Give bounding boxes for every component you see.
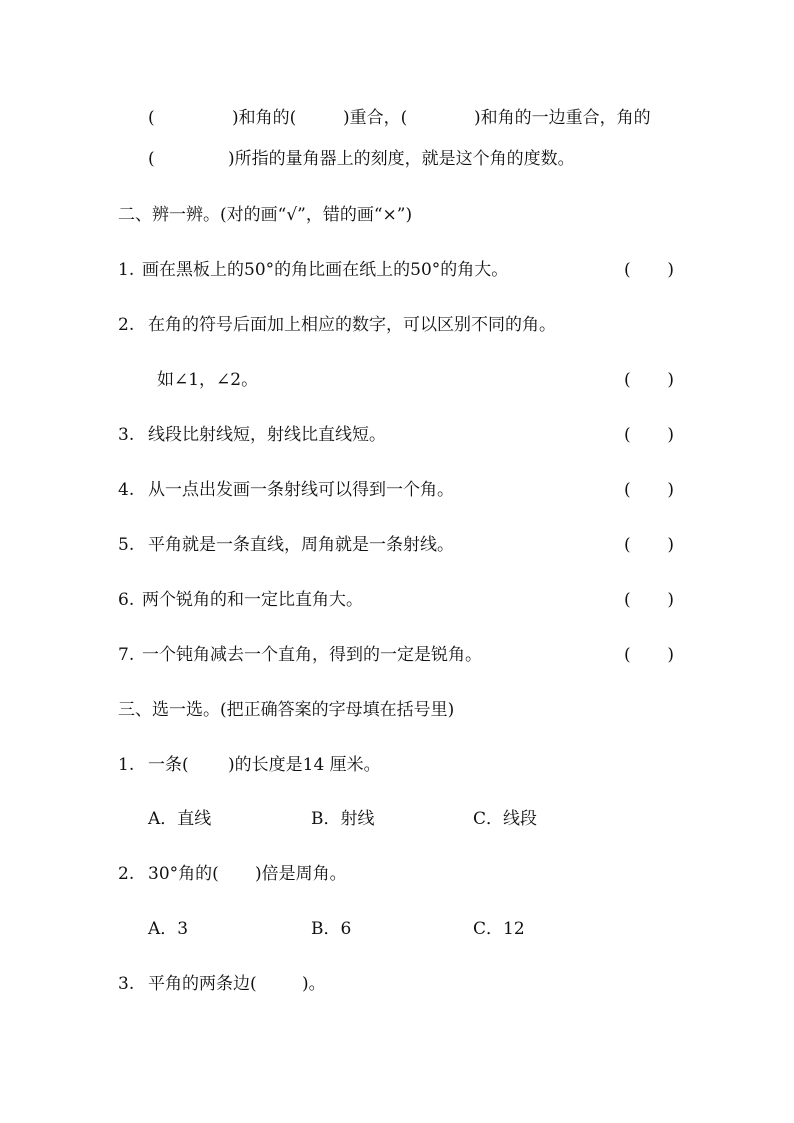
choice-q1-end: )的长度是14 厘米。 [228,755,381,775]
choice-q2-option-b[interactable]: B．6 [311,919,352,939]
choice-q3-number: 3. [118,974,135,994]
paren-close: ) [667,370,674,390]
judge-item-3-answer-box[interactable] [624,423,674,447]
judge-item-6-text: 两个锐角的和一定比直角大。 [142,590,363,610]
judge-item-1-number: 1. [118,260,135,280]
choice-q1-option-c[interactable]: C．线段 [473,809,538,829]
judge-item-4-answer-box[interactable] [624,478,674,502]
choice-q2-option-c[interactable]: C．12 [473,919,525,939]
judge-item-2-number: 2. [118,315,135,335]
choice-q1-option-a[interactable]: A．直线 [148,809,212,829]
paren-open: ( [624,645,631,665]
choice-q1-option-b[interactable]: B．射线 [311,809,375,829]
section3-heading-text: 三、选一选。(把正确答案的字母填在括号里) [118,700,455,720]
fill-line-1-mid: )和角的( [232,108,297,128]
judge-item-5-number: 5. [118,535,135,555]
judge-item-1-answer-box[interactable] [624,258,674,282]
paren-open: ( [624,370,631,390]
judge-item-7-text: 一个钝角减去一个直角，得到的一定是锐角。 [142,645,482,665]
judge-item-2-answer-box[interactable] [624,368,674,392]
judge-item-7-answer-box[interactable] [624,643,674,667]
paren-close: ) [667,590,674,610]
paren-close: ) [667,425,674,445]
choice-q3-start: 平角的两条边( [148,974,257,994]
choice-q3-end: )。 [302,974,326,994]
paren-close: ) [667,480,674,500]
judge-item-4-text: 从一点出发画一条射线可以得到一个角。 [148,480,454,500]
paren-open: ( [624,590,631,610]
paren-open: ( [624,480,631,500]
fill-line-1-open: ( [148,108,155,128]
judge-item-6-answer-box[interactable] [624,588,674,612]
fill-line-1-end: )和角的一边重合，角的 [474,108,651,128]
fill-line-2-end: )所指的量角器上的刻度，就是这个角的度数。 [228,149,575,169]
judge-item-6-number: 6. [118,590,135,610]
paren-open: ( [624,535,631,555]
choice-q2-number: 2. [118,864,135,884]
choice-q2-option-a[interactable]: A．3 [148,919,189,939]
choice-q1-number: 1. [118,755,135,775]
paren-open: ( [624,260,631,280]
judge-item-7-number: 7. [118,645,135,665]
section2-heading-text: 二、辨一辨。(对的画“√”，错的画“×”) [118,205,413,225]
judge-item-4-number: 4. [118,480,135,500]
paren-close: ) [667,535,674,555]
judge-item-2-cont-text: 如∠1，∠2。 [157,370,259,390]
judge-item-5-answer-box[interactable] [624,533,674,557]
fill-line-2-open: ( [148,149,155,169]
judge-item-1-text: 画在黑板上的50°的角比画在纸上的50°的角大。 [142,260,509,280]
judge-item-3-text: 线段比射线短，射线比直线短。 [148,425,386,445]
fill-line-1-mid2: )重合，( [343,108,408,128]
judge-item-3-number: 3. [118,425,135,445]
choice-q2-start: 30°角的( [148,864,219,884]
judge-item-5-text: 平角就是一条直线，周角就是一条射线。 [148,535,454,555]
paren-open: ( [624,425,631,445]
paren-close: ) [667,260,674,280]
choice-q2-end: )倍是周角。 [255,864,347,884]
judge-item-2-text: 在角的符号后面加上相应的数字，可以区别不同的角。 [148,315,556,335]
paren-close: ) [667,645,674,665]
choice-q1-start: 一条( [148,755,189,775]
